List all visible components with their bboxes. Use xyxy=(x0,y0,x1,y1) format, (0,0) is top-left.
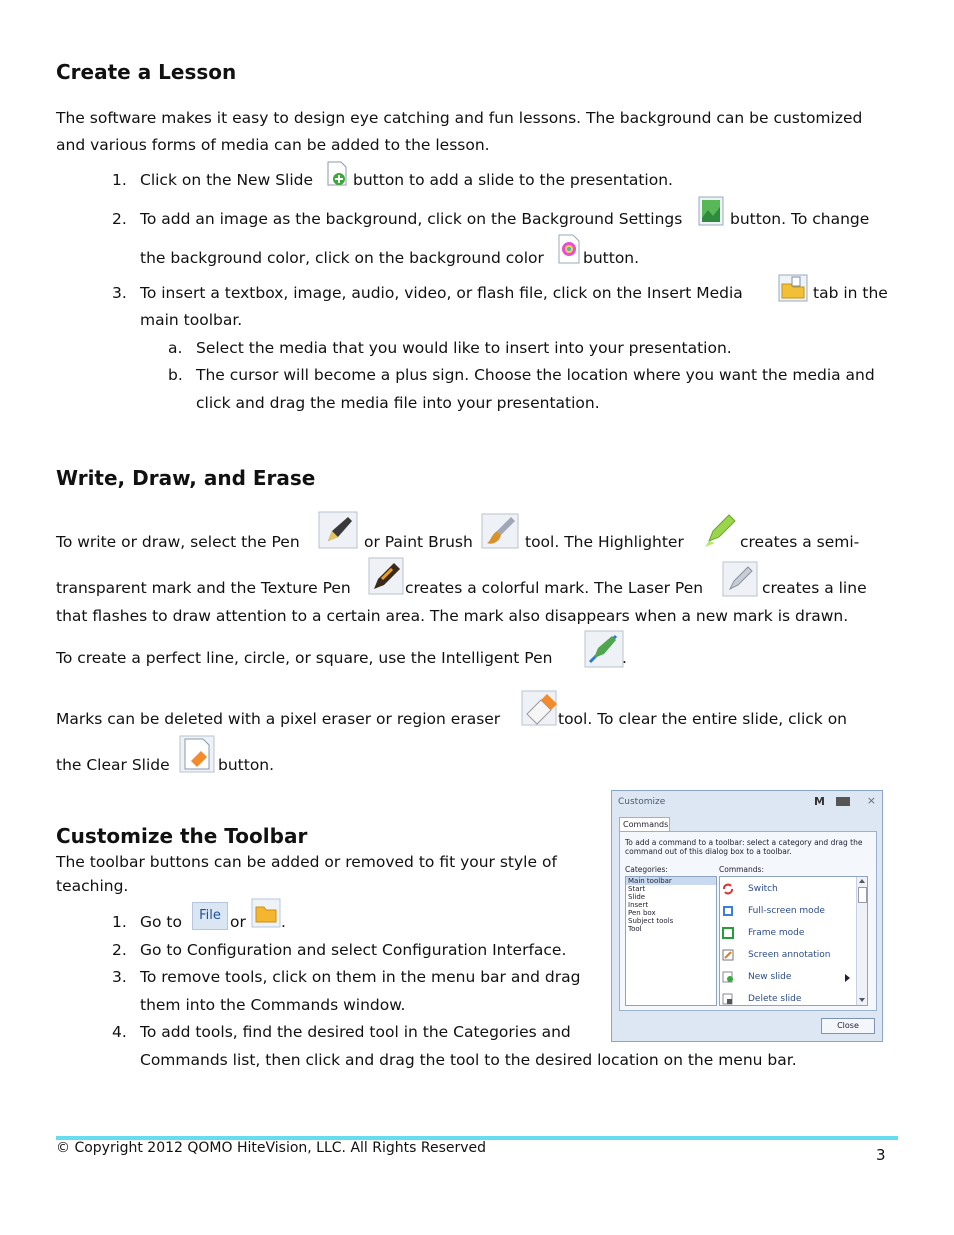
list-item-text: To insert a textbox, image, audio, video, or flash file, click on the Insert Media xyxy=(140,284,743,302)
list-item-text: them into the Commands window. xyxy=(140,996,406,1014)
command-item[interactable] xyxy=(722,947,831,963)
command-label: Switch xyxy=(748,884,778,894)
categories-list[interactable] xyxy=(625,876,717,1006)
texture-pen-icon xyxy=(368,557,404,595)
insert-media-icon xyxy=(778,274,808,302)
list-item-text: tab in the xyxy=(813,284,888,302)
paragraph: To create a perfect line, circle, or square, use the Intelligent Pen xyxy=(56,649,553,667)
file-menu-label: File xyxy=(199,908,221,923)
scroll-thumb[interactable] xyxy=(858,887,867,903)
paragraph: creates a colorful mark. The Laser Pen xyxy=(405,579,704,597)
scroll-up-icon[interactable] xyxy=(859,879,865,883)
list-item-text: or xyxy=(230,913,246,931)
list-item-text: click and drag the media file into your presentation. xyxy=(196,394,600,412)
paragraph: The software makes it easy to design eye catching and fun lessons. The background can be customized xyxy=(56,109,863,127)
paragraph: that flashes to draw attention to a certain area. The mark also disappears when a new mark is drawn. xyxy=(56,607,849,625)
delete-slide-icon xyxy=(722,993,734,1005)
category-item[interactable]: Start xyxy=(628,885,646,893)
command-item[interactable] xyxy=(722,991,801,1007)
dialog-toolbar-icons xyxy=(814,794,854,808)
dialog-close-icon[interactable]: × xyxy=(866,794,876,807)
command-label: Screen annotation xyxy=(748,950,831,960)
list-letter: b. xyxy=(168,366,183,384)
paragraph: and various forms of media can be added to the lesson. xyxy=(56,136,490,154)
heading-write-draw-erase: Write, Draw, and Erase xyxy=(56,466,316,490)
copyright-text: © Copyright 2012 QOMO HiteVision, LLC. All Rights Reserved xyxy=(56,1140,487,1156)
command-label: Full-screen mode xyxy=(748,906,825,916)
category-item[interactable]: Pen box xyxy=(628,909,656,917)
list-item-text: Commands list, then click and drag the tool to the desired location on the menu bar. xyxy=(140,1051,797,1069)
category-item[interactable]: Main toolbar xyxy=(626,877,716,885)
pen-icon xyxy=(318,511,358,549)
dialog-title: Customize xyxy=(618,797,666,807)
paragraph: teaching. xyxy=(56,877,129,895)
list-number: 1. xyxy=(112,171,127,189)
paragraph: Marks can be deleted with a pixel eraser or region eraser xyxy=(56,710,501,728)
tab-commands[interactable]: Commands xyxy=(619,817,670,831)
commands-panel xyxy=(619,831,877,1011)
paragraph: creates a line xyxy=(762,579,867,597)
list-item-text: main toolbar. xyxy=(140,311,243,329)
list-item-text: Go to Configuration and select Configuration Interface. xyxy=(140,941,567,959)
screen-annotation-icon xyxy=(722,949,734,961)
full-screen-icon xyxy=(722,905,734,917)
file-menu-image xyxy=(192,902,228,930)
command-label: New slide xyxy=(748,972,792,982)
submenu-arrow-icon xyxy=(845,974,850,982)
command-label: Frame mode xyxy=(748,928,805,938)
list-number: 3. xyxy=(112,968,127,986)
paragraph: creates a semi- xyxy=(740,533,860,551)
command-item[interactable] xyxy=(722,903,825,919)
list-item-text: button. To change xyxy=(730,210,870,228)
frame-mode-icon xyxy=(722,927,734,939)
paragraph: the Clear Slide xyxy=(56,756,170,774)
scroll-down-icon[interactable] xyxy=(859,998,865,1002)
list-number: 2. xyxy=(112,210,127,228)
command-item[interactable] xyxy=(722,925,804,941)
new-slide-icon xyxy=(325,161,349,187)
commands-list[interactable] xyxy=(719,876,868,1006)
background-settings-icon xyxy=(698,196,724,226)
heading-create-lesson: Create a Lesson xyxy=(56,60,237,84)
paragraph: transparent mark and the Texture Pen xyxy=(56,579,351,597)
list-item-text: Go to xyxy=(140,913,182,931)
new-slide-icon xyxy=(722,971,734,983)
intelligent-pen-icon xyxy=(584,630,624,668)
categories-label: Categories: xyxy=(625,865,668,874)
paragraph: button. xyxy=(218,756,275,774)
category-item[interactable]: Slide xyxy=(628,893,646,901)
clear-slide-icon xyxy=(179,735,215,773)
paragraph: The toolbar buttons can be added or removed to fit your style of xyxy=(56,853,557,871)
svg-text:M: M xyxy=(814,795,825,808)
laser-pen-icon xyxy=(722,561,758,597)
command-label: Delete slide xyxy=(748,994,802,1004)
list-item-text: To remove tools, click on them in the menu bar and drag xyxy=(140,968,581,986)
list-item-text: the background color, click on the background color xyxy=(140,249,544,267)
dialog-hint: To add a command to a toolbar: select a category and drag the command out of this dialog box to a toolbar. xyxy=(625,838,863,856)
background-color-icon xyxy=(557,234,581,264)
category-item[interactable]: Subject tools xyxy=(628,917,674,925)
paragraph: or Paint Brush xyxy=(364,533,473,551)
switch-icon xyxy=(722,883,734,895)
list-number: 4. xyxy=(112,1023,127,1041)
list-item-text: button to add a slide to the presentation. xyxy=(353,171,673,189)
list-number: 2. xyxy=(112,941,127,959)
commands-scrollbar[interactable] xyxy=(856,877,867,1005)
list-letter: a. xyxy=(168,339,183,357)
list-item-text: button. xyxy=(583,249,640,267)
paragraph: tool. To clear the entire slide, click on xyxy=(558,710,847,728)
list-number: 3. xyxy=(112,284,127,302)
category-item[interactable]: Insert xyxy=(628,901,649,909)
list-item-text: To add tools, find the desired tool in the Categories and xyxy=(140,1023,571,1041)
category-item[interactable]: Tool xyxy=(628,925,642,933)
eraser-icon xyxy=(521,690,557,726)
folder-icon xyxy=(251,898,281,928)
list-item-text: To add an image as the background, click on the Background Settings xyxy=(140,210,683,228)
close-button[interactable]: Close xyxy=(821,1018,875,1034)
paragraph: tool. The Highlighter xyxy=(525,533,684,551)
list-item-text: . xyxy=(281,913,286,931)
customize-dialog xyxy=(611,790,883,1042)
heading-customize-toolbar: Customize the Toolbar xyxy=(56,824,308,848)
commands-label: Commands: xyxy=(719,865,764,874)
list-item-text: The cursor will become a plus sign. Choose the location where you want the media and xyxy=(196,366,875,384)
command-item[interactable] xyxy=(722,881,778,897)
command-item[interactable] xyxy=(722,969,791,985)
list-number: 1. xyxy=(112,913,127,931)
list-item-text: Click on the New Slide xyxy=(140,171,314,189)
paint-brush-icon xyxy=(481,513,519,549)
page-number: 3 xyxy=(876,1146,886,1164)
paragraph: To write or draw, select the Pen xyxy=(56,533,300,551)
highlighter-icon xyxy=(701,511,737,549)
list-item-text: Select the media that you would like to insert into your presentation. xyxy=(196,339,732,357)
paragraph: . xyxy=(622,649,627,667)
